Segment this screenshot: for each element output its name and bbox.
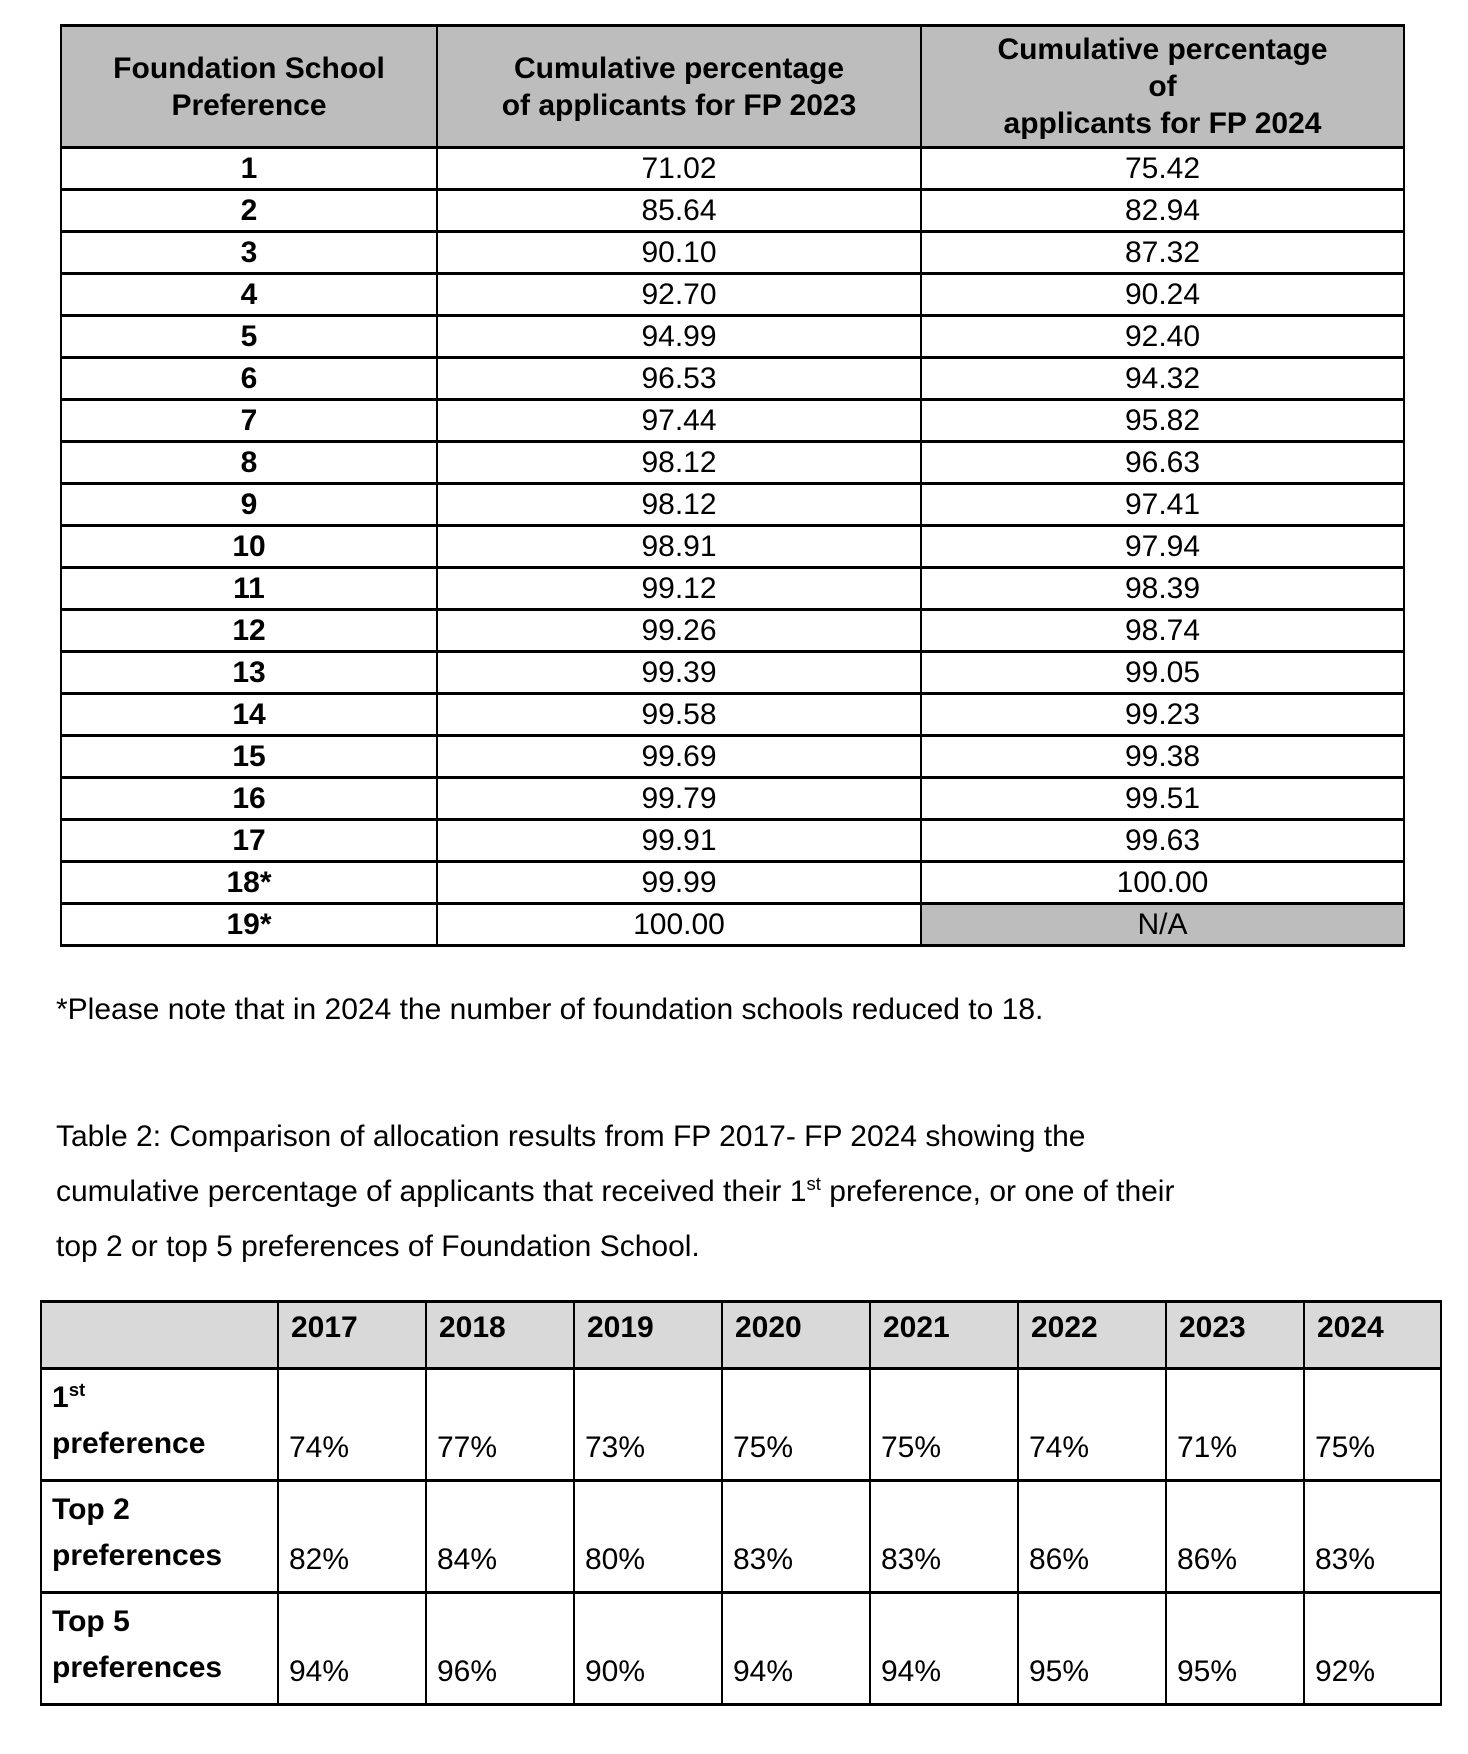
header-line: of applicants for FP 2023	[501, 88, 857, 122]
fp2023-value-cell: 99.26	[437, 610, 921, 652]
year-header: 2022	[1018, 1302, 1166, 1369]
preference-cell: 7	[61, 400, 437, 442]
table1-row	[61, 694, 1404, 736]
value-cell: 90%	[574, 1593, 722, 1705]
value-cell: 95%	[1166, 1593, 1304, 1705]
row-label-line: Top 2	[52, 1493, 130, 1526]
value-cell: 74%	[278, 1369, 426, 1481]
table1-row	[61, 862, 1404, 904]
fp2024-value-cell: 99.05	[921, 652, 1404, 694]
value-cell: 83%	[1304, 1481, 1441, 1593]
table2-caption	[56, 1109, 1386, 1274]
row-label-line: preferences	[52, 1651, 223, 1684]
table1-row	[61, 568, 1404, 610]
row-label-line: Top 5	[52, 1605, 130, 1638]
header-line: Foundation School	[113, 51, 385, 85]
year-header: 2023	[1166, 1302, 1304, 1369]
table1-header-preference	[61, 26, 437, 148]
fp2024-value-cell: 99.63	[921, 820, 1404, 862]
footnote: *Please note that in 2024 the number of foundation schools reduced to 18.	[56, 993, 1044, 1026]
fp2024-value-cell: 98.74	[921, 610, 1404, 652]
preference-cell: 19*	[61, 904, 437, 946]
table2-row-1st-preference	[41, 1369, 1441, 1481]
table1-row	[61, 232, 1404, 274]
value-cell: 75%	[722, 1369, 870, 1481]
year-header: 2024	[1304, 1302, 1441, 1369]
fp2024-value-cell: 97.94	[921, 526, 1404, 568]
header-line: Cumulative percentage	[997, 33, 1328, 66]
table2-header-row	[41, 1302, 1441, 1369]
table1-row	[61, 442, 1404, 484]
fp2023-value-cell: 98.12	[437, 484, 921, 526]
preference-cell: 9	[61, 484, 437, 526]
value-cell: 95%	[1018, 1593, 1166, 1705]
year-header: 2021	[870, 1302, 1018, 1369]
fp2024-value-cell: 87.32	[921, 232, 1404, 274]
preference-cell: 12	[61, 610, 437, 652]
fp2024-value-cell: 95.82	[921, 400, 1404, 442]
fp2023-value-cell: 99.79	[437, 778, 921, 820]
header-line: Cumulative percentage	[513, 51, 845, 85]
fp2023-value-cell: 99.99	[437, 862, 921, 904]
value-cell: 71%	[1166, 1369, 1304, 1481]
row-label-line: 1st	[52, 1379, 86, 1414]
fp2024-value-cell: 98.39	[921, 568, 1404, 610]
value-cell: 94%	[722, 1593, 870, 1705]
table1-header-fp2023	[437, 26, 921, 148]
fp2023-value-cell: 98.12	[437, 442, 921, 484]
fp2023-value-cell: 92.70	[437, 274, 921, 316]
value-cell: 77%	[426, 1369, 574, 1481]
preference-cell: 17	[61, 820, 437, 862]
table1-row	[61, 484, 1404, 526]
fp2024-value-cell: 96.63	[921, 442, 1404, 484]
table1-row	[61, 358, 1404, 400]
year-header: 2017	[278, 1302, 426, 1369]
preference-cell: 5	[61, 316, 437, 358]
row-label-line: preference	[52, 1427, 206, 1460]
preference-cell: 1	[61, 148, 437, 190]
table1-header-fp2024	[921, 26, 1404, 148]
preference-cell: 14	[61, 694, 437, 736]
fp2023-value-cell: 85.64	[437, 190, 921, 232]
fp2023-value-cell: 99.69	[437, 736, 921, 778]
row-label	[41, 1369, 278, 1481]
fp2024-na-cell: N/A	[921, 904, 1404, 946]
preference-cell: 13	[61, 652, 437, 694]
caption-line: cumulative percentage of applicants that received their 1st preference, or one of their	[56, 1173, 1175, 1208]
year-header: 2018	[426, 1302, 574, 1369]
table2-row-top2-preferences	[41, 1481, 1441, 1593]
fp2023-value-cell: 94.99	[437, 316, 921, 358]
caption-line: top 2 or top 5 preferences of Foundation School.	[56, 1230, 700, 1263]
table1-row	[61, 190, 1404, 232]
table1-row	[61, 274, 1404, 316]
header-line: of	[1148, 70, 1177, 103]
row-label-line: preferences	[52, 1539, 223, 1572]
value-cell: 94%	[870, 1593, 1018, 1705]
superscript-st: st	[68, 1379, 86, 1400]
fp2023-value-cell: 97.44	[437, 400, 921, 442]
value-cell: 75%	[1304, 1369, 1441, 1481]
fp2023-value-cell: 98.91	[437, 526, 921, 568]
preference-cell: 4	[61, 274, 437, 316]
value-cell: 74%	[1018, 1369, 1166, 1481]
fp2024-value-cell: 99.38	[921, 736, 1404, 778]
fp2023-value-cell: 99.58	[437, 694, 921, 736]
fp2024-value-cell: 100.00	[921, 862, 1404, 904]
fp2023-value-cell: 99.39	[437, 652, 921, 694]
fp2024-value-cell: 82.94	[921, 190, 1404, 232]
preference-cell: 10	[61, 526, 437, 568]
preference-cell: 2	[61, 190, 437, 232]
fp2023-value-cell: 100.00	[437, 904, 921, 946]
table1-row	[61, 736, 1404, 778]
fp-preference-table	[60, 24, 1405, 947]
row-label	[41, 1593, 278, 1705]
value-cell: 83%	[722, 1481, 870, 1593]
value-cell: 75%	[870, 1369, 1018, 1481]
value-cell: 73%	[574, 1369, 722, 1481]
fp2023-value-cell: 96.53	[437, 358, 921, 400]
header-line: applicants for FP 2024	[1003, 107, 1322, 140]
preference-cell: 8	[61, 442, 437, 484]
preference-cell: 15	[61, 736, 437, 778]
fp2024-value-cell: 97.41	[921, 484, 1404, 526]
table1-row	[61, 904, 1404, 946]
value-cell: 82%	[278, 1481, 426, 1593]
fp2024-value-cell: 75.42	[921, 148, 1404, 190]
preference-cell: 18*	[61, 862, 437, 904]
value-cell: 94%	[278, 1593, 426, 1705]
fp2023-value-cell: 99.91	[437, 820, 921, 862]
table2-row-top5-preferences	[41, 1593, 1441, 1705]
table1-row	[61, 778, 1404, 820]
fp2024-value-cell: 92.40	[921, 316, 1404, 358]
preference-cell: 3	[61, 232, 437, 274]
caption-line: Table 2: Comparison of allocation results from FP 2017- FP 2024 showing the	[56, 1120, 1086, 1153]
fp2023-value-cell: 90.10	[437, 232, 921, 274]
value-cell: 96%	[426, 1593, 574, 1705]
value-cell: 86%	[1018, 1481, 1166, 1593]
table1-row	[61, 148, 1404, 190]
table1-row	[61, 526, 1404, 568]
fp2024-value-cell: 99.51	[921, 778, 1404, 820]
table2-corner-cell	[41, 1302, 278, 1369]
fp2024-value-cell: 99.23	[921, 694, 1404, 736]
table1-row	[61, 316, 1404, 358]
value-cell: 83%	[870, 1481, 1018, 1593]
table1-header-row	[61, 26, 1404, 148]
value-cell: 92%	[1304, 1593, 1441, 1705]
fp2024-value-cell: 90.24	[921, 274, 1404, 316]
table1-row	[61, 652, 1404, 694]
preference-cell: 6	[61, 358, 437, 400]
superscript-st: st	[806, 1173, 821, 1194]
fp2023-value-cell: 71.02	[437, 148, 921, 190]
header-line: Preference	[171, 88, 327, 122]
preference-cell: 16	[61, 778, 437, 820]
value-cell: 84%	[426, 1481, 574, 1593]
table1-row	[61, 820, 1404, 862]
value-cell: 80%	[574, 1481, 722, 1593]
year-header: 2019	[574, 1302, 722, 1369]
value-cell: 86%	[1166, 1481, 1304, 1593]
table1-row	[61, 610, 1404, 652]
row-label	[41, 1481, 278, 1593]
fp2023-value-cell: 99.12	[437, 568, 921, 610]
preference-cell: 11	[61, 568, 437, 610]
table1-row	[61, 400, 1404, 442]
allocation-comparison-table	[40, 1300, 1442, 1706]
year-header: 2020	[722, 1302, 870, 1369]
fp2024-value-cell: 94.32	[921, 358, 1404, 400]
